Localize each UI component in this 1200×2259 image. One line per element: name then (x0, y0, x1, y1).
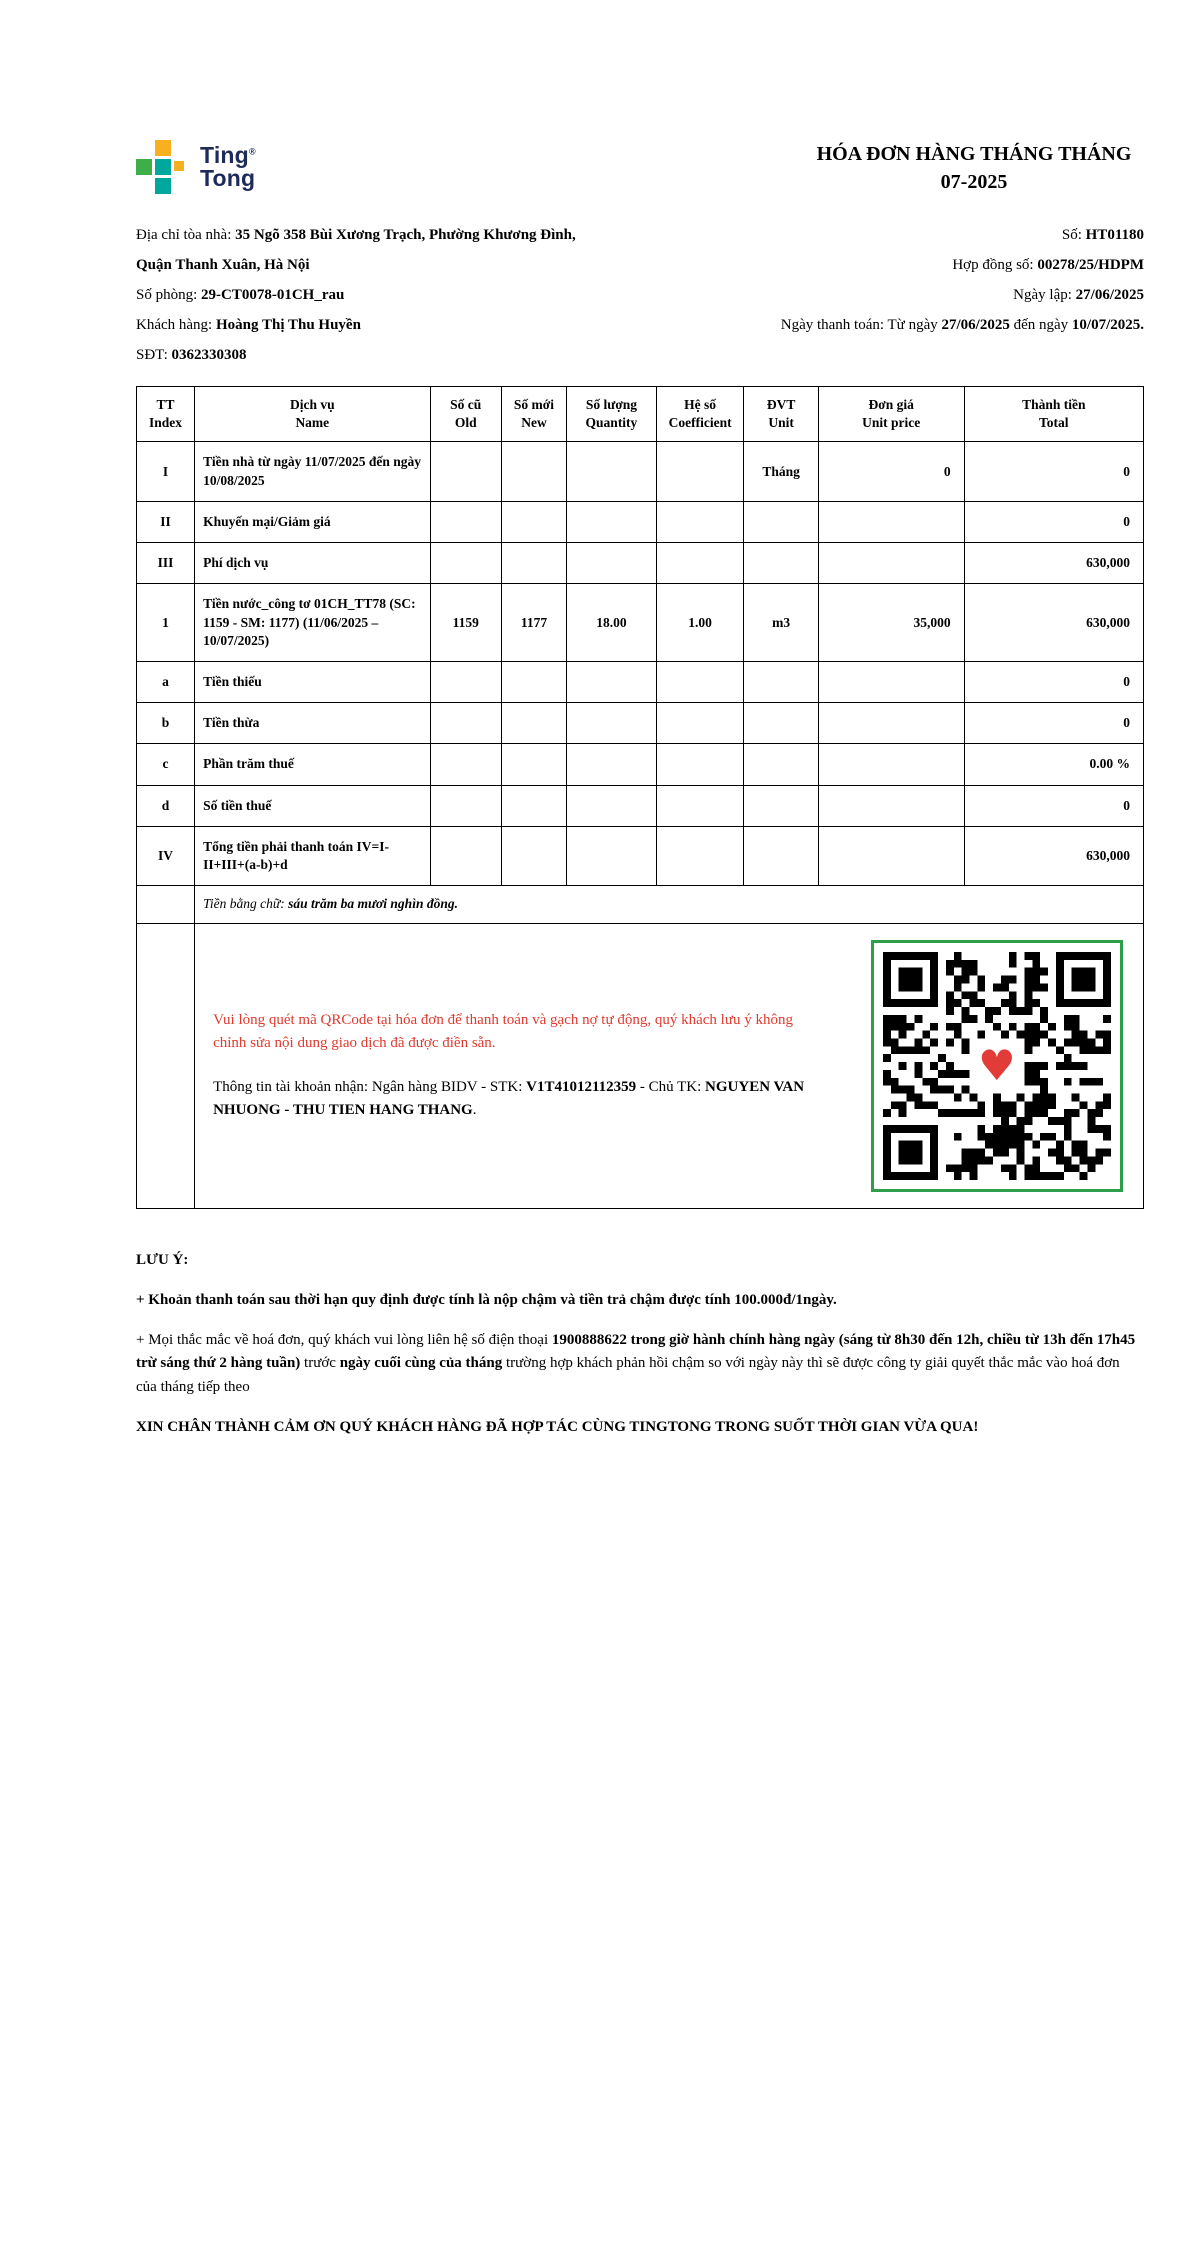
payment-period-label2: đến ngày (1009, 317, 1072, 333)
table-cell (430, 442, 501, 501)
table-row (137, 442, 1144, 501)
table-cell (567, 543, 657, 584)
table-cell (656, 501, 744, 542)
table-row (137, 785, 1144, 826)
table-cell: Phí dịch vụ (195, 543, 430, 584)
table-row (137, 543, 1144, 584)
table-cell: Số tiền thuế (195, 785, 430, 826)
invoice-number-value: HT01180 (1085, 227, 1144, 243)
qr-row (137, 923, 1144, 1208)
table-cell (818, 826, 964, 885)
text-segment: 1900888622 trong giờ hành chính hàng ngày (sáng từ 8h30 đến 12h, chiều từ 13h đến 17h45 trừ sáng thứ 2 hàng tuần) (136, 1332, 1136, 1372)
table-cell (744, 826, 818, 885)
table-cell: 35,000 (818, 584, 964, 662)
col-header-quantity: Số lượng Quantity (567, 387, 657, 442)
building-address-label: Địa chỉ tòa nhà: (136, 227, 236, 243)
table-cell (818, 501, 964, 542)
text-segment: - Chủ TK: (636, 1078, 706, 1095)
table-cell (501, 703, 566, 744)
table-row (137, 661, 1144, 702)
table-cell (567, 442, 657, 501)
table-cell (818, 744, 964, 785)
table-cell (744, 703, 818, 744)
table-cell: Phần trăm thuế (195, 744, 430, 785)
text-segment: . (472, 1101, 477, 1118)
table-cell: a (137, 661, 195, 702)
table-row (137, 501, 1144, 542)
note-contact (136, 1329, 1144, 1399)
table-cell (501, 744, 566, 785)
table-cell (656, 661, 744, 702)
table-cell: d (137, 785, 195, 826)
text-segment: + Mọi thắc mắc về hoá đơn, quý khách vui lòng liên hệ số điện thoại (136, 1332, 552, 1348)
table-cell: b (137, 703, 195, 744)
table-cell (430, 661, 501, 702)
logo-square-green (136, 159, 152, 175)
table-cell (501, 785, 566, 826)
table-cell (656, 703, 744, 744)
issue-date-label: Ngày lập: (1013, 287, 1076, 303)
amount-in-words (195, 886, 1144, 923)
table-cell (744, 744, 818, 785)
contract-number-label: Hợp đồng số: (952, 257, 1038, 273)
table-cell (744, 661, 818, 702)
qr-code (871, 940, 1123, 1192)
payment-period-label: Ngày thanh toán: Từ ngày (780, 317, 942, 333)
vietqr-heart-icon: ♥ (972, 1041, 1022, 1091)
amount-words-label: Tiền bằng chữ: (203, 896, 289, 912)
table-cell: Khuyến mại/Giảm giá (195, 501, 430, 542)
table-cell (430, 744, 501, 785)
issue-date-value: 27/06/2025 (1075, 287, 1144, 303)
text-segment: ngày cuối cùng của tháng (339, 1355, 503, 1372)
table-cell (501, 501, 566, 542)
table-cell (567, 661, 657, 702)
col-header-unit-price: Đơn giá Unit price (818, 387, 964, 442)
table-cell: c (137, 744, 195, 785)
logo-square-yellow (155, 140, 171, 156)
table-cell (567, 826, 657, 885)
logo-word-tong: Tong (200, 165, 256, 191)
text-segment: V1T41012112359 (526, 1078, 637, 1095)
table-cell: m3 (744, 584, 818, 662)
text-segment: Thông tin tài khoản nhận: Ngân hàng BIDV - STK: (213, 1078, 527, 1095)
table-cell: Tháng (744, 442, 818, 501)
qr-warning-text: Vui lòng quét mã QRCode tại hóa đơn để thanh toán và gạch nợ tự động, quý khách lưu ý không chỉnh sửa nội dung giao dịch đã được điền sẵn. (213, 1012, 793, 1052)
col-header-unit: ĐVT Unit (744, 387, 818, 442)
table-cell (501, 442, 566, 501)
table-cell (137, 886, 195, 923)
table-cell: 1 (137, 584, 195, 662)
table-cell: 0 (964, 501, 1143, 542)
table-cell: Tiền thừa (195, 703, 430, 744)
invoice-number-label: Số: (1061, 227, 1086, 243)
notes-section (136, 1249, 1144, 1440)
table-cell (430, 543, 501, 584)
customer-name-value: Hoàng Thị Thu Huyền (215, 317, 361, 333)
table-cell: 630,000 (964, 826, 1143, 885)
table-cell (567, 703, 657, 744)
table-cell: Tiền thiếu (195, 661, 430, 702)
logo-square-teal (155, 159, 171, 175)
col-header-old: Số cũ Old (430, 387, 501, 442)
table-cell: 0 (818, 442, 964, 501)
invoice-page (136, 140, 1144, 1456)
table-cell (744, 785, 818, 826)
col-header-new: Số mới New (501, 387, 566, 442)
table-cell (501, 826, 566, 885)
logo-square-teal-bottom (155, 178, 171, 194)
table-cell (567, 744, 657, 785)
account-info-text (213, 1076, 824, 1123)
table-cell (744, 543, 818, 584)
invoice-table (136, 386, 1144, 1209)
payment-start-date: 27/06/2025 (941, 317, 1010, 333)
table-cell: Tiền nhà từ ngày 11/07/2025 đến ngày 10/08/2025 (195, 442, 430, 501)
text-segment: trước (300, 1355, 340, 1372)
text-segment: NGUYEN VAN NHUONG - THU TIEN HANG THANG (213, 1078, 805, 1118)
table-cell (818, 703, 964, 744)
table-cell: 0.00 % (964, 744, 1143, 785)
phone-value: 0362330308 (171, 347, 247, 363)
text-segment: trường hợp khách phản hồi chậm so với ngày này thì sẽ được công ty giải quyết thắc mắc vào hoá đơn của tháng tiếp theo (136, 1355, 1120, 1395)
table-row (137, 744, 1144, 785)
note-late-payment: + Khoản thanh toán sau thời hạn quy định được tính là nộp chậm và tiền trả chậm được tính 100.000đ/1ngày. (136, 1291, 837, 1308)
table-cell (430, 826, 501, 885)
room-number-label: Số phòng: (136, 287, 202, 303)
tingtong-logo (136, 140, 256, 194)
table-cell: 0 (964, 442, 1143, 501)
payment-end-date: 10/07/2025. (1071, 317, 1144, 333)
table-cell: 0 (964, 785, 1143, 826)
thank-you-text: XIN CHÂN THÀNH CẢM ƠN QUÝ KHÁCH HÀNG ĐÃ HỢP TÁC CÙNG TINGTONG TRONG SUỐT THỜI GIAN VỪA QUA! (136, 1418, 979, 1435)
table-cell (430, 785, 501, 826)
table-cell: III (137, 543, 195, 584)
table-cell (501, 543, 566, 584)
table-cell (567, 501, 657, 542)
qr-instructions (209, 1009, 824, 1122)
amount-words-value: sáu trăm ba mươi nghìn đồng. (288, 896, 458, 912)
table-cell (818, 543, 964, 584)
table-cell (567, 785, 657, 826)
phone-label: SĐT: (136, 347, 172, 363)
tingtong-logo-text (200, 141, 256, 191)
col-header-index: TT Index (137, 387, 195, 442)
invoice-title: HÓA ĐƠN HÀNG THÁNG THÁNG 07-2025 (816, 143, 1132, 193)
table-cell (818, 661, 964, 702)
invoice-header (136, 140, 1144, 196)
contract-number-value: 00278/25/HDPM (1037, 257, 1144, 273)
invoice-info (136, 220, 1144, 370)
table-cell: 630,000 (964, 584, 1143, 662)
room-number-value: 29-CT0078-01CH_rau (201, 287, 345, 303)
table-cell: 630,000 (964, 543, 1143, 584)
invoice-meta (664, 220, 1144, 370)
table-cell: IV (137, 826, 195, 885)
table-cell: II (137, 501, 195, 542)
table-cell: 1177 (501, 584, 566, 662)
building-address-value: 35 Ngõ 358 Bùi Xương Trạch, Phường Khương Đình, Quận Thanh Xuân, Hà Nội (136, 227, 576, 273)
tingtong-logo-icon (136, 140, 190, 194)
col-header-coefficient: Hệ số Coefficient (656, 387, 744, 442)
table-cell: I (137, 442, 195, 501)
table-cell: Tổng tiền phải thanh toán IV=I-II+III+(a-b)+d (195, 826, 430, 885)
table-cell (430, 703, 501, 744)
table-row (137, 703, 1144, 744)
table-cell (501, 661, 566, 702)
notes-heading: LƯU Ý: (136, 1251, 189, 1268)
table-cell (744, 501, 818, 542)
col-header-total: Thành tiền Total (964, 387, 1143, 442)
table-cell: Tiền nước_công tơ 01CH_TT78 (SC: 1159 - SM: 1177) (11/06/2025 – 10/07/2025) (195, 584, 430, 662)
customer-name-label: Khách hàng: (136, 317, 216, 333)
table-cell (656, 543, 744, 584)
table-header-row (137, 387, 1144, 442)
table-row (137, 584, 1144, 662)
table-cell: 1159 (430, 584, 501, 662)
registered-mark: ® (248, 145, 256, 156)
logo-word-ting: Ting (200, 141, 249, 168)
table-cell: 0 (964, 703, 1143, 744)
table-cell: 1.00 (656, 584, 744, 662)
table-cell (818, 785, 964, 826)
table-cell (656, 826, 744, 885)
table-cell (137, 923, 195, 1208)
amount-in-words-row (137, 886, 1144, 923)
col-header-service: Dịch vụ Name (195, 387, 430, 442)
qr-section (195, 923, 1144, 1208)
table-cell (656, 785, 744, 826)
table-row (137, 826, 1144, 885)
logo-square-yellow-small (174, 161, 184, 171)
table-cell (656, 744, 744, 785)
customer-info (136, 220, 588, 370)
table-cell (656, 442, 744, 501)
table-cell: 18.00 (567, 584, 657, 662)
table-cell (430, 501, 501, 542)
table-cell: 0 (964, 661, 1143, 702)
